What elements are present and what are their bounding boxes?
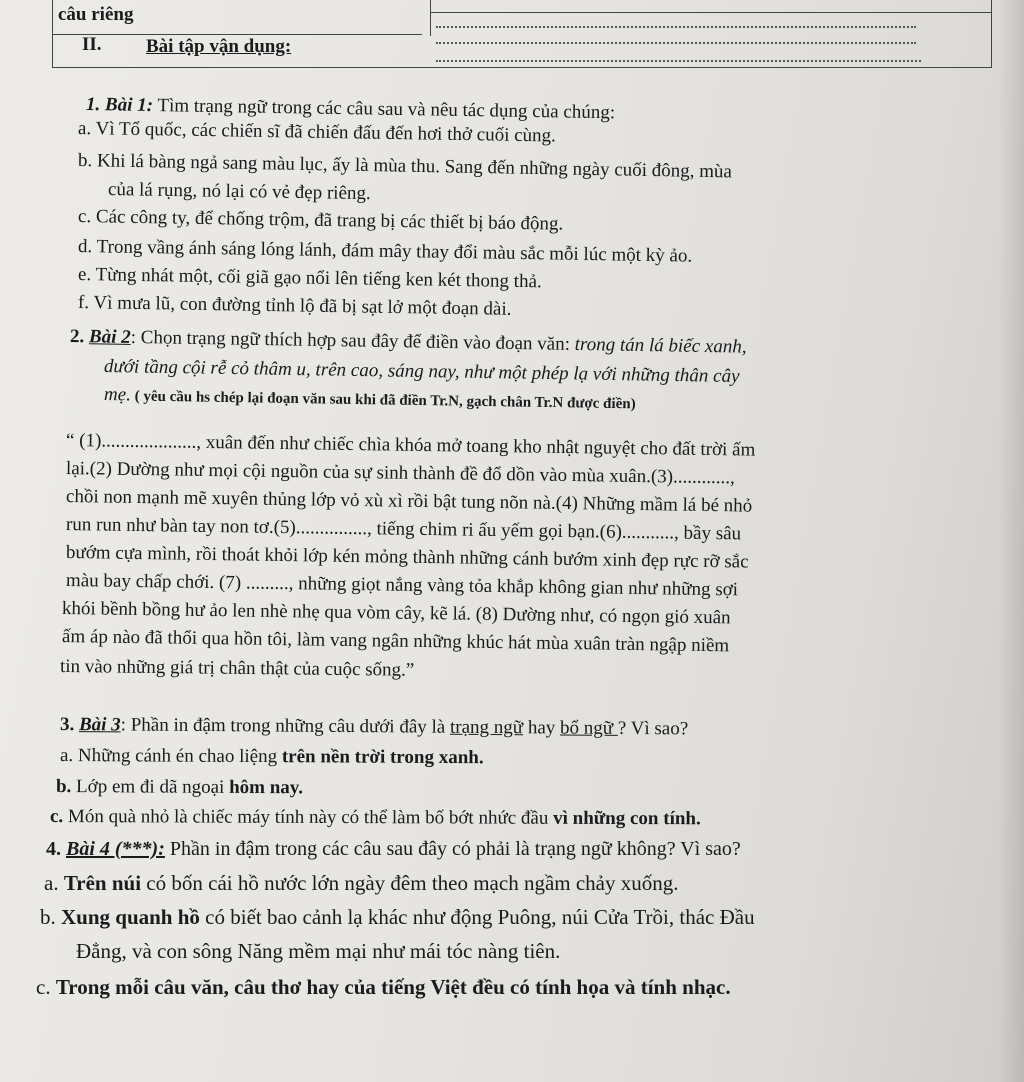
table-row-label: câu riêng [58, 4, 134, 25]
passage-line: màu bay chấp chới. (7) ........., những giọt nắng vàng tỏa khắp không gian như những sợi [65, 570, 739, 601]
passage-line: lại.(2) Dường như mọi cội nguồn của sự sinh thành đề đổ dồn vào mùa xuân.(3)............, [65, 458, 735, 489]
bai2-options: dưới tầng cội rễ cỏ thâm u, trên cao, sáng nay, như một phép lạ với những thân cây [103, 356, 740, 387]
passage-line: “ (1)...................., xuân đến như chiếc chìa khóa mở toang kho nhật nguyệt cho đất trời ấm [65, 430, 756, 461]
bai4-item-b-cont: Đẳng, và con sông Năng mềm mại như mái tóc nàng tiên. [76, 939, 561, 963]
passage-line: bướm cựa mình, rồi thoát khỏi lớp kén mỏng thành những cánh bướm xinh đẹp rực rỡ sắc [65, 542, 749, 573]
section-number: II. [82, 34, 102, 55]
bai1-item-f: f. Vì mưa lũ, con đường tỉnh lộ đã bị sạt lở một đoạn dài. [77, 292, 512, 320]
bai4-item-a: a. Trên núi có bốn cái hồ nước lớn ngày đêm theo mạch ngầm chảy xuống. [44, 871, 679, 895]
bai3-heading: 3. Bài 3: Phần in đậm trong những câu dưới đây là trạng ngữ hay bổ ngữ ? Vì sao? [59, 714, 689, 740]
passage-line: run run như bàn tay non tơ.(5)..............., tiếng chim ri ấu yếm gọi bạn.(6)..........., bầy sâu [65, 514, 742, 545]
bai3-item-c: c. Món quà nhỏ là chiếc máy tính này có thể làm bố bớt nhức đầu vì những con tính. [49, 806, 701, 830]
bai1-item-b-cont: của lá rụng, nó lại có vẻ đẹp riêng. [107, 179, 371, 205]
passage-line: khói bềnh bồng hư ảo len nhè nhẹ qua vòm cây, kẽ lá. (8) Dường như, có ngọn gió xuân [61, 598, 731, 629]
bai2-heading: 2. Bài 2: Chọn trạng ngữ thích hợp sau đây để điền vào đoạn văn: trong tán lá biếc xanh, [69, 326, 747, 358]
table-row-divider [52, 34, 422, 35]
table-row-divider-right [430, 12, 992, 13]
bai3-item-b: b. Lớp em đi dã ngoại hôm nay. [55, 776, 304, 799]
bai1-item-c: c. Các công ty, để chống trộm, đã trang bị các thiết bị báo động. [77, 206, 564, 235]
bai1-item-e: e. Từng nhát một, cối giã gạo nổi lên tiếng ken két thong thả. [77, 264, 542, 293]
passage-line: ấm áp nào đã thổi qua hồn tôi, làm vang ngân những khúc hát mùa xuân tràn ngập niềm [61, 626, 730, 657]
dotted-answer-line [436, 42, 916, 44]
dotted-answer-line [436, 26, 916, 28]
bai1-item-b: b. Khi lá bàng ngả sang màu lục, ấy là mùa thu. Sang đến những ngày cuối đông, mùa [77, 150, 733, 183]
dotted-answer-line [436, 60, 921, 62]
bai4-heading: 4. Bài 4 (***): Phần in đậm trong các câu sau đây có phải là trạng ngữ không? Vì sao? [46, 838, 741, 860]
passage-line: chồi non mạnh mẽ xuyên thủng lớp vỏ xù xì rồi bật tung nõn nà.(4) Những mầm lá bé nhỏ [65, 486, 753, 517]
passage-line: tin vào những giá trị chân thật của cuộc sống.” [59, 656, 415, 681]
bai1-heading: 1. Bài 1: Tìm trạng ngữ trong các câu sau và nêu tác dụng của chúng: [85, 94, 616, 124]
table-column-divider [430, 0, 431, 36]
bai1-item-d: d. Trong vầng ánh sáng lóng lánh, đám mây thay đổi màu sắc mỗi lúc một kỳ ảo. [77, 236, 693, 267]
bai1-item-a: a. Vì Tổ quốc, các chiến sĩ đã chiến đấu đến hơi thở cuối cùng. [77, 118, 557, 147]
bai4-item-c: c. Trong mỗi câu văn, câu thơ hay của tiếng Việt đều có tính họa và tính nhạc. [36, 975, 731, 999]
bai3-item-a: a. Những cánh én chao liệng trên nền trời trong xanh. [59, 745, 484, 769]
bai4-item-b: b. Xung quanh hồ có biết bao cảnh lạ khác như động Puông, núi Cửa Trồi, thác Đầu [40, 905, 755, 929]
bai2-note: mẹ. ( yêu cầu hs chép lại đoạn văn sau khi đã điền Tr.N, gạch chân Tr.N được điền) [103, 384, 636, 413]
page-edge-shadow [998, 0, 1024, 1082]
section-title: Bài tập vận dụng: [146, 36, 292, 57]
